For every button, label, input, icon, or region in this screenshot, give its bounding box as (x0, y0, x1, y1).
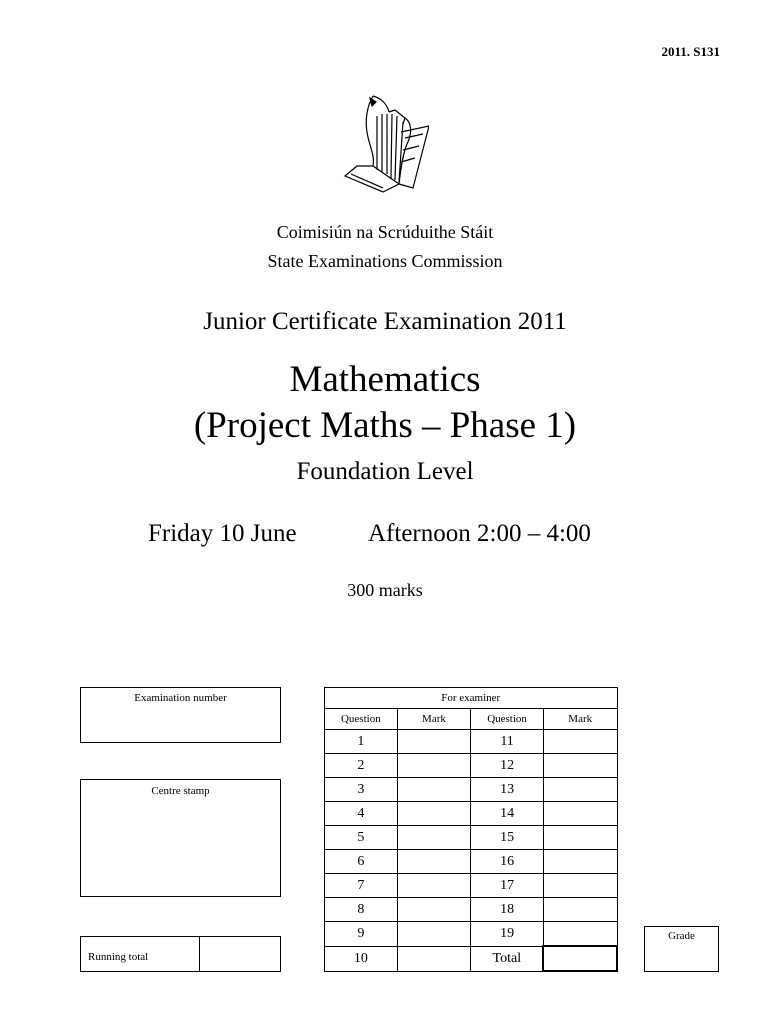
table-row (325, 898, 618, 922)
mark-cell[interactable] (397, 730, 471, 754)
paper-code: 2011. S131 (661, 44, 720, 59)
column-header-question: Question (471, 709, 544, 730)
mark-cell[interactable] (397, 946, 471, 971)
mark-cell[interactable] (397, 874, 471, 898)
centre-stamp-box (80, 779, 281, 897)
table-row (325, 826, 618, 850)
question-number: 4 (325, 802, 398, 826)
commission-irish-name: Coimisiún na Scrúduithe Stáit (276, 222, 494, 242)
exam-day: Friday 10 June (148, 520, 297, 547)
question-number: 9 (325, 922, 398, 947)
question-number: 8 (325, 898, 398, 922)
mark-cell[interactable] (397, 922, 471, 947)
question-number: 14 (471, 802, 544, 826)
question-number: 10 (325, 946, 398, 971)
question-number: 7 (325, 874, 398, 898)
mark-cell[interactable] (397, 778, 471, 802)
question-number: 19 (471, 922, 544, 947)
exam-number-box[interactable] (80, 687, 281, 743)
examiner-table (324, 687, 618, 972)
mark-cell[interactable] (543, 826, 617, 850)
mark-cell[interactable] (543, 754, 617, 778)
mark-cell[interactable] (543, 850, 617, 874)
running-total-field[interactable] (200, 937, 280, 971)
commission-english-name: State Examinations Commission (267, 251, 503, 271)
question-number: 1 (325, 730, 398, 754)
centre-stamp-label: Centre stamp (151, 785, 210, 797)
grade-box[interactable] (644, 926, 719, 972)
grade-label: Grade (668, 930, 695, 942)
question-number: 15 (471, 826, 544, 850)
exam-time: Afternoon 2:00 – 4:00 (368, 520, 591, 547)
examiner-table-title: For examiner (325, 688, 618, 709)
column-header-mark: Mark (397, 709, 471, 730)
running-total-label: Running total (81, 937, 200, 971)
total-label: Total (471, 946, 544, 971)
table-row (325, 778, 618, 802)
total-mark-cell[interactable] (543, 946, 617, 971)
question-number: 2 (325, 754, 398, 778)
mark-cell[interactable] (543, 802, 617, 826)
harp-logo-icon (343, 92, 429, 196)
subject-title: Mathematics (289, 359, 481, 400)
table-row (325, 922, 618, 947)
running-total-box (80, 936, 281, 972)
table-row (325, 802, 618, 826)
question-number: 11 (471, 730, 544, 754)
table-row (325, 874, 618, 898)
table-row (325, 850, 618, 874)
mark-cell[interactable] (397, 850, 471, 874)
question-number: 6 (325, 850, 398, 874)
question-number: 12 (471, 754, 544, 778)
mark-cell[interactable] (397, 754, 471, 778)
question-number: 18 (471, 898, 544, 922)
mark-cell[interactable] (397, 802, 471, 826)
mark-cell[interactable] (543, 730, 617, 754)
question-number: 13 (471, 778, 544, 802)
total-marks: 300 marks (347, 580, 423, 600)
table-row (325, 754, 618, 778)
exam-level: Foundation Level (296, 458, 474, 485)
mark-cell[interactable] (543, 874, 617, 898)
mark-cell[interactable] (397, 898, 471, 922)
mark-cell[interactable] (543, 778, 617, 802)
subject-subtitle: (Project Maths – Phase 1) (193, 405, 577, 446)
question-number: 3 (325, 778, 398, 802)
mark-cell[interactable] (397, 826, 471, 850)
exam-number-label: Examination number (134, 692, 227, 704)
mark-cell[interactable] (543, 898, 617, 922)
column-header-question: Question (325, 709, 398, 730)
column-header-mark: Mark (543, 709, 617, 730)
question-number: 17 (471, 874, 544, 898)
table-row (325, 730, 618, 754)
table-row (325, 946, 618, 971)
mark-cell[interactable] (543, 922, 617, 947)
question-number: 5 (325, 826, 398, 850)
question-number: 16 (471, 850, 544, 874)
exam-title: Junior Certificate Examination 2011 (203, 308, 567, 335)
